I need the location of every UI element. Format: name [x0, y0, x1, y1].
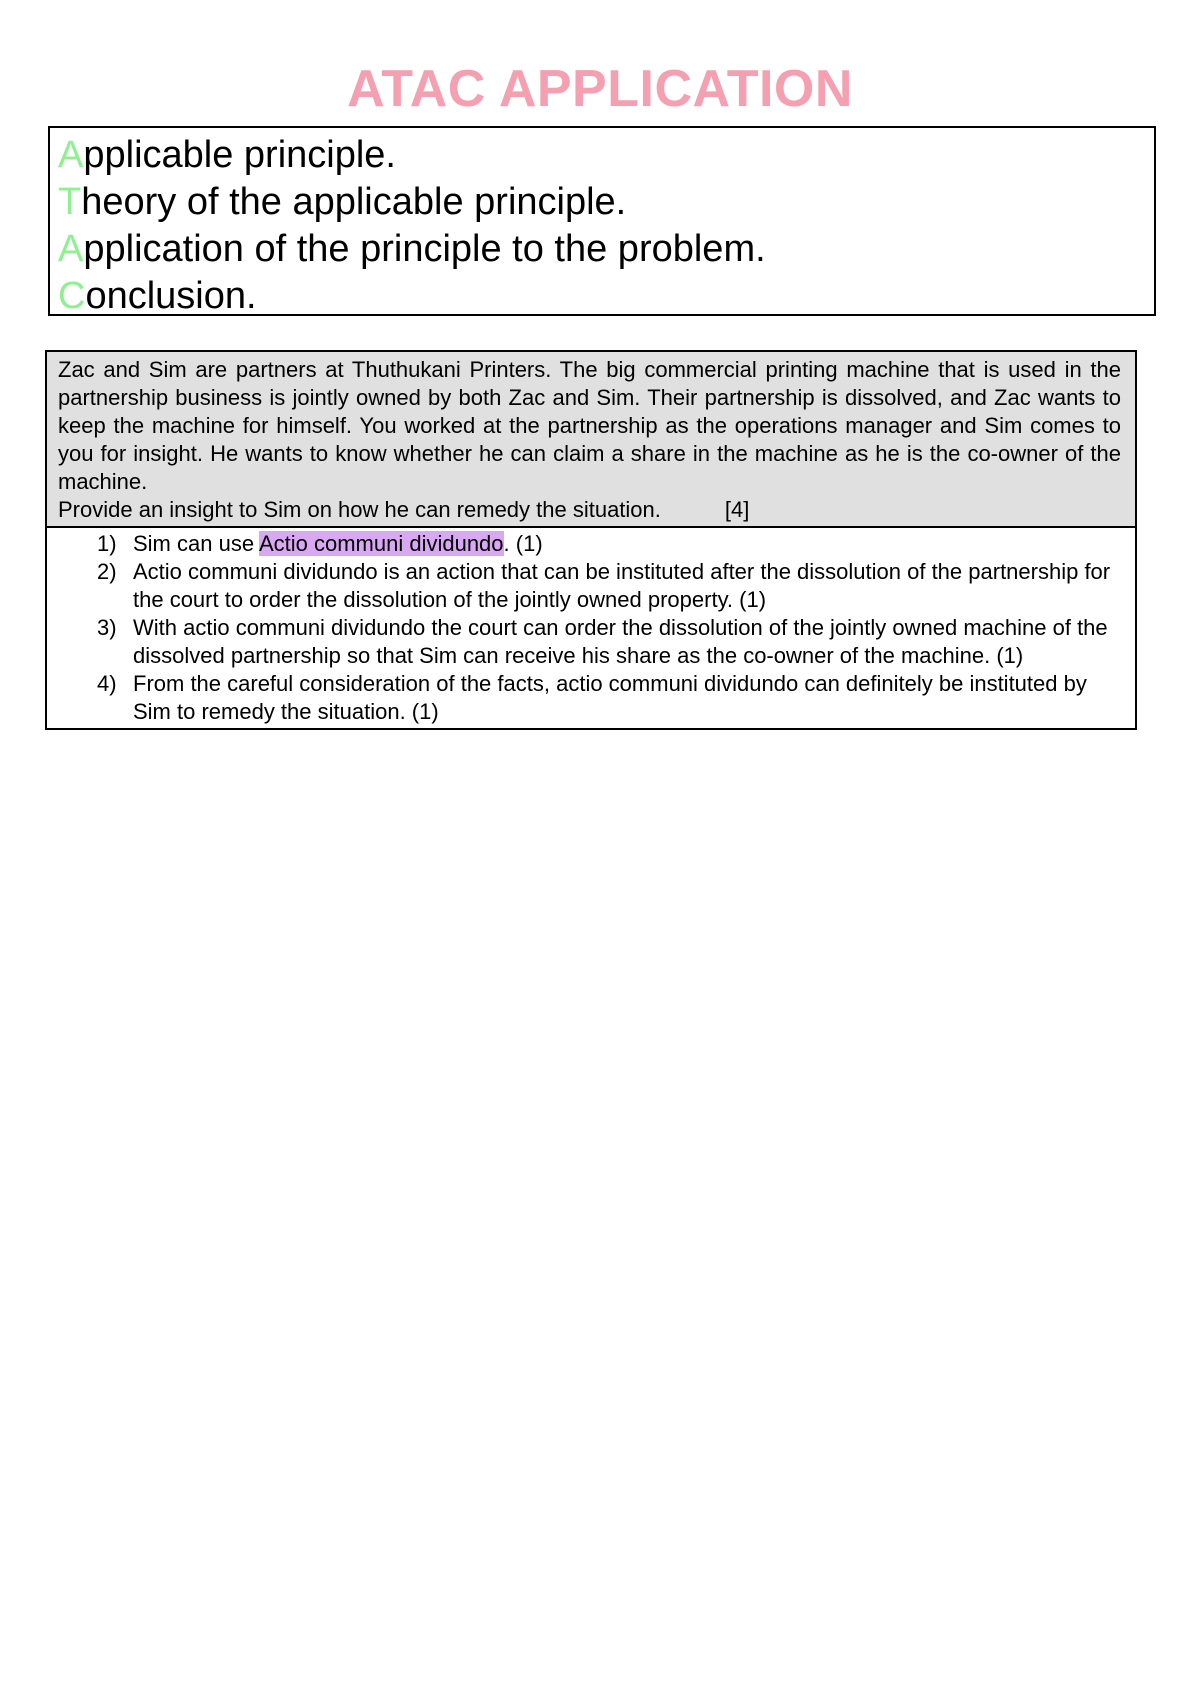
answer-item: [47, 558, 1121, 614]
question-answer-table: [45, 350, 1137, 730]
answer-text: From the careful consideration of the facts, actio communi dividundo can definitely be instituted by Sim to remedy the situation. (1): [133, 671, 1087, 724]
answer-number: 2): [97, 559, 117, 584]
question-cell: [47, 352, 1135, 528]
question-prompt: Provide an insight to Sim on how he can remedy the situation.: [58, 497, 661, 522]
answer-item: [47, 530, 1121, 558]
page-title: ATAC APPLICATION: [347, 60, 853, 118]
acronym-letter: C: [58, 275, 86, 317]
question-prompt-line: [58, 496, 1121, 524]
highlighted-term: Actio communi dividundo: [258, 531, 504, 556]
answer-text: With actio communi dividundo the court can order the dissolution of the jointly owned machine of the dissolved partnership so that Sim can receive his share as the co-owner of the machine. (1): [133, 615, 1108, 668]
answer-text: Actio communi dividundo is an action that can be instituted after the dissolution of the partnership for the court to order the dissolution of the jointly owned property. (1): [133, 559, 1111, 612]
answer-cell: [47, 528, 1135, 728]
answer-text: . (1): [503, 531, 543, 556]
acronym-text: pplicable principle.: [83, 134, 396, 176]
acronym-line-conclusion: [58, 273, 1146, 320]
answer-item: [47, 614, 1121, 670]
question-text: Zac and Sim are partners at Thuthukani Printers. The big commercial printing machine that is used in the partnership business is jointly owned by both Zac and Sim. Their partnership is dissolved, and Zac wants to keep the machine for himself. You worked at the partnership as the operations manager and Sim comes to you for insight. He wants to know whether he can claim a share in the machine as he is the co-owner of the machine.: [58, 357, 1121, 494]
acronym-text: onclusion.: [85, 275, 257, 317]
acronym-letter: T: [58, 181, 82, 223]
acronym-letter: A: [58, 228, 84, 270]
acronym-text: pplication of the principle to the problem.: [83, 228, 766, 270]
acronym-letter: A: [58, 134, 84, 176]
question-marks: [4]: [724, 497, 750, 522]
acronym-text: heory of the applicable principle.: [81, 181, 627, 223]
answer-item: [47, 670, 1121, 726]
answer-number: 1): [97, 531, 117, 556]
answer-number: 3): [97, 615, 117, 640]
atac-acronym-box: [48, 126, 1156, 316]
answer-text: Sim can use: [133, 531, 259, 556]
acronym-line-theory: [58, 179, 1146, 226]
acronym-line-applicable: [58, 132, 1146, 179]
answer-list: [47, 530, 1121, 726]
acronym-line-application: [58, 226, 1146, 273]
answer-number: 4): [97, 671, 117, 696]
